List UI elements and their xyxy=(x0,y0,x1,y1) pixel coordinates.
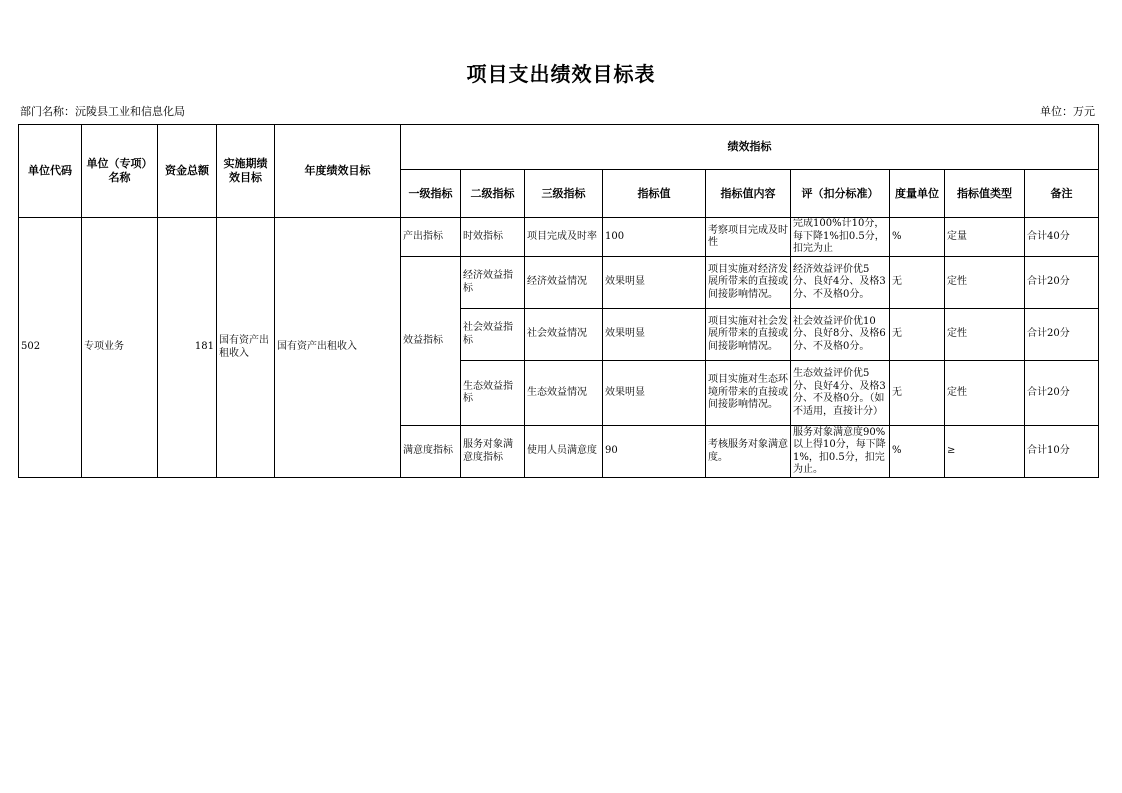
level2-cell: 生态效益指标 xyxy=(461,361,525,426)
scoring-cell: 完成100%计10分，每下降1%扣0.5分，扣完为止 xyxy=(791,218,890,257)
header-scoring: 评（扣分标准） xyxy=(791,170,890,218)
indicator-content-cell: 项目实施对生态环境所带来的直接或间接影响情况。 xyxy=(706,361,791,426)
annual-goal-cell: 国有资产出租收入 xyxy=(275,218,401,478)
remark-cell: 合计20分 xyxy=(1025,361,1099,426)
department-name: 部门名称：沅陵县工业和信息化局 xyxy=(20,105,185,118)
header-total-funds: 资金总额 xyxy=(158,125,217,218)
header-level1: 一级指标 xyxy=(401,170,461,218)
unit-name-cell: 专项业务 xyxy=(82,218,158,478)
remark-cell: 合计10分 xyxy=(1025,426,1099,478)
scoring-cell: 服务对象满意度90%以上得10分，每下降1%，扣0.5分，扣完为止。 xyxy=(791,426,890,478)
page-title: 项目支出绩效目标表 xyxy=(466,62,656,86)
level1-cell: 效益指标 xyxy=(401,257,461,426)
performance-table xyxy=(18,124,1099,478)
remark-cell: 合计40分 xyxy=(1025,218,1099,257)
value-type-cell: 定性 xyxy=(945,309,1025,361)
level2-cell: 服务对象满意度指标 xyxy=(461,426,525,478)
indicator-value-cell: 效果明显 xyxy=(603,361,706,426)
level3-cell: 项目完成及时率 xyxy=(525,218,603,257)
indicator-content-cell: 项目实施对经济发展所带来的直接或间接影响情况。 xyxy=(706,257,791,309)
header-unit-name: 单位（专项）名称 xyxy=(82,125,158,218)
header-unit-code: 单位代码 xyxy=(19,125,82,218)
indicator-content-cell: 项目实施对社会发展所带来的直接或间接影响情况。 xyxy=(706,309,791,361)
header-row-1 xyxy=(19,125,1099,170)
level1-cell: 产出指标 xyxy=(401,218,461,257)
level3-cell: 社会效益情况 xyxy=(525,309,603,361)
level3-cell: 生态效益情况 xyxy=(525,361,603,426)
implementation-goal-cell: 国有资产出租收入 xyxy=(217,218,275,478)
total-funds-cell: 181 xyxy=(158,218,217,478)
scoring-cell: 经济效益评价优5分、良好4分、及格3分、不及格0分。 xyxy=(791,257,890,309)
indicator-value-cell: 效果明显 xyxy=(603,309,706,361)
table-row xyxy=(19,218,1099,257)
header-level3: 三级指标 xyxy=(525,170,603,218)
header-measure-unit: 度量单位 xyxy=(890,170,945,218)
currency-unit: 单位：万元 xyxy=(1040,105,1095,118)
indicator-content-cell: 考核服务对象满意度。 xyxy=(706,426,791,478)
indicator-content-cell: 考察项目完成及时性 xyxy=(706,218,791,257)
level1-cell: 满意度指标 xyxy=(401,426,461,478)
value-type-cell: 定性 xyxy=(945,361,1025,426)
scoring-cell: 社会效益评价优10分、良好8分、及格6分、不及格0分。 xyxy=(791,309,890,361)
indicator-value-cell: 100 xyxy=(603,218,706,257)
value-type-cell: 定性 xyxy=(945,257,1025,309)
measure-unit-cell: 无 xyxy=(890,257,945,309)
header-indicator-content: 指标值内容 xyxy=(706,170,791,218)
value-type-cell: 定量 xyxy=(945,218,1025,257)
indicator-value-cell: 90 xyxy=(603,426,706,478)
indicator-value-cell: 效果明显 xyxy=(603,257,706,309)
level2-cell: 经济效益指标 xyxy=(461,257,525,309)
header-annual-goal: 年度绩效目标 xyxy=(275,125,401,218)
header-indicator-value: 指标值 xyxy=(603,170,706,218)
header-implementation-goal: 实施期绩效目标 xyxy=(217,125,275,218)
level3-cell: 使用人员满意度 xyxy=(525,426,603,478)
level2-cell: 时效指标 xyxy=(461,218,525,257)
header-value-type: 指标值类型 xyxy=(945,170,1025,218)
measure-unit-cell: 无 xyxy=(890,309,945,361)
remark-cell: 合计20分 xyxy=(1025,257,1099,309)
remark-cell: 合计20分 xyxy=(1025,309,1099,361)
measure-unit-cell: 无 xyxy=(890,361,945,426)
header-performance-indicators: 绩效指标 xyxy=(401,125,1099,170)
level2-cell: 社会效益指标 xyxy=(461,309,525,361)
scoring-cell: 生态效益评价优5分、良好4分、及格3分、不及格0分。（如不适用，直接计分） xyxy=(791,361,890,426)
measure-unit-cell: % xyxy=(890,426,945,478)
header-remark: 备注 xyxy=(1025,170,1099,218)
measure-unit-cell: % xyxy=(890,218,945,257)
level3-cell: 经济效益情况 xyxy=(525,257,603,309)
value-type-cell: ≥ xyxy=(945,426,1025,478)
unit-code-cell: 502 xyxy=(19,218,82,478)
header-level2: 二级指标 xyxy=(461,170,525,218)
